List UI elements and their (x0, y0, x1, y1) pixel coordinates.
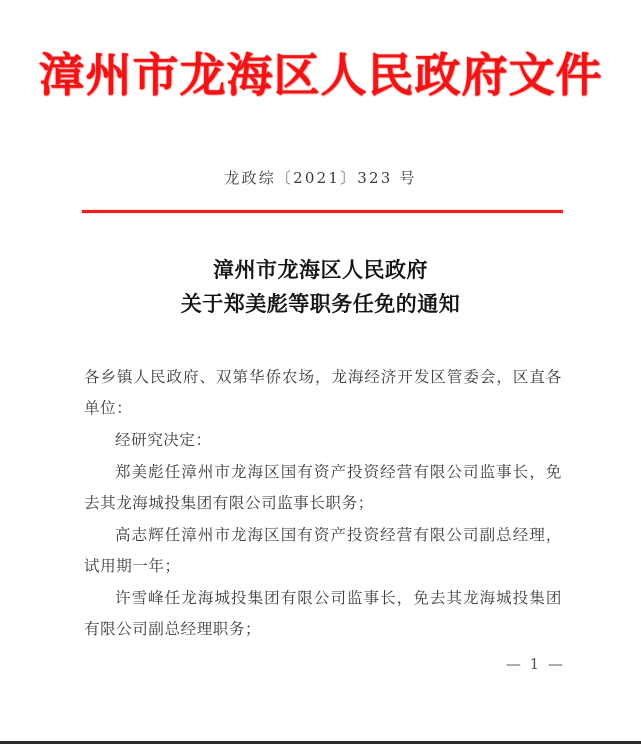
document-number: 龙政综〔2021〕323 号 (224, 169, 417, 187)
document-number-row (0, 167, 641, 189)
decision-paragraph-2: 高志辉任漳州市龙海区国有资产投资经营有限公司副总经理，试用期一年； (84, 526, 562, 575)
subject-line-topic: 关于郑美彪等职务任免的通知 (180, 291, 461, 316)
page-number: — 1 — (505, 655, 565, 673)
addressee-paragraph: 各乡镇人民政府、双第华侨农场，龙海经济开发区管委会，区直各单位： (84, 368, 562, 417)
lead-in-paragraph: 经研究决定： (115, 431, 212, 449)
masthead (0, 47, 641, 103)
decision-paragraph-1: 郑美彪任漳州市龙海区国有资产投资经营有限公司监事长，免去其龙海城投集团有限公司监事长职务； (84, 463, 562, 512)
decision-paragraph-3: 许雪峰任龙海城投集团有限公司监事长，免去其龙海城投集团有限公司副总经理职务； (84, 589, 562, 638)
masthead-title: 漳州市龙海区人民政府文件 (38, 48, 603, 102)
body-copy (84, 362, 562, 645)
subject-line-issuer: 漳州市龙海区人民政府 (213, 257, 428, 282)
red-separator-rule (82, 210, 563, 213)
subject-block (0, 253, 641, 321)
